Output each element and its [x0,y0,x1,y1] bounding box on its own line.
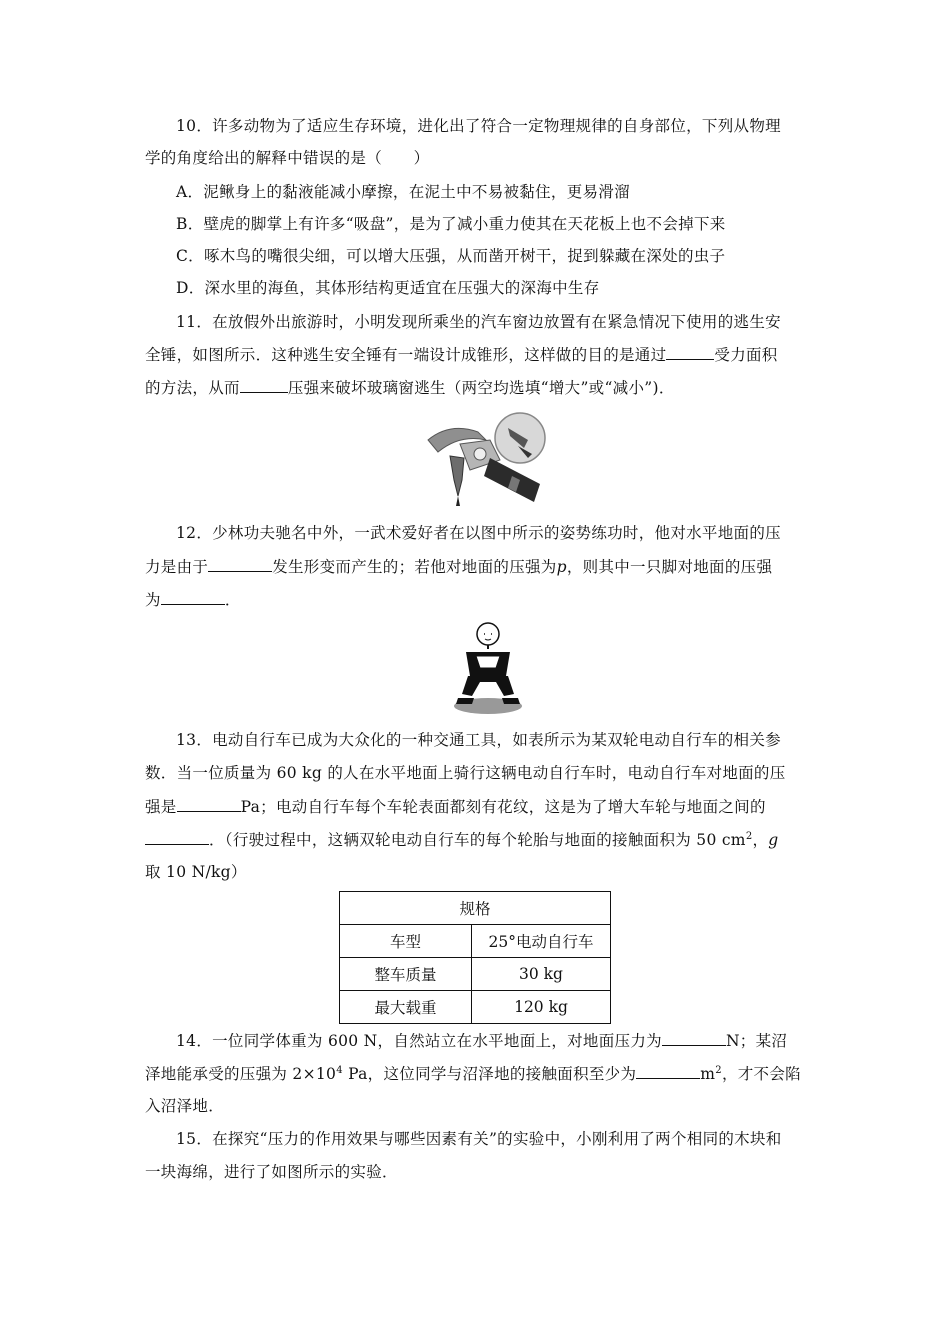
answer-blank [240,376,288,393]
table-cell: 整车质量 [340,958,472,991]
q14-line2 [145,1062,801,1085]
q12-line3-text-end: ． [224,591,241,609]
q11-line2-text: 全锤，如图所示．这种逃生安全锤有一端设计成锥形，这样做的目的是通过 [145,346,667,364]
table-row [340,892,611,925]
q14-line2-text: 泽地能承受的压强为 2×10 [145,1065,337,1083]
q10-option-a: A．泥鳅身上的黏液能减小摩擦，在泥土中不易被黏住，更易滑溜 [176,183,630,201]
answer-blank [208,555,272,572]
q12-line3 [145,588,241,611]
q11-line3-text: 的方法，从而 [145,379,240,397]
superscript: 2 [745,830,753,842]
table-row [340,991,611,1024]
q14-line2-unit: m [700,1065,716,1083]
q11-line1: 11．在放假外出旅游时，小明发现所乘坐的汽车窗边放置有在紧急情况下使用的逃生安 [176,313,781,331]
answer-blank [145,828,209,845]
spec-table [339,891,611,1024]
q11-line3 [145,376,675,399]
q11-line2-text-end: 受力面积 [714,346,778,364]
q10-line2: 学的角度给出的解释中错误的是（ ） [145,149,430,167]
q12-line2 [145,555,772,578]
q15-line1: 15．在探究“压力的作用效果与哪些因素有关”的实验中，小刚利用了两个相同的木块和 [176,1130,782,1148]
q14-line1 [176,1029,787,1052]
q15-line2: 一块海绵，进行了如图所示的实验． [145,1163,398,1181]
q12-line2-text: 力是由于 [145,558,209,576]
table-cell: 最大载重 [340,991,472,1024]
q12-line2-text-end: ，则其中一只脚对地面的压强 [566,558,773,576]
superscript: 2 [715,1064,722,1076]
q14-line2-text-mid: Pa，这位同学与沼泽地的接触面积至少为 [342,1065,637,1083]
q13-line4-text: ．（行驶过程中，这辆双轮电动自行车的每个轮胎与地面的接触面积为 50 cm [209,831,746,849]
q13-line3-text: 强是 [145,798,177,816]
superscript: 4 [336,1064,343,1076]
answer-blank [177,795,241,812]
q12-line3-text: 为 [145,591,161,609]
answer-blank [636,1062,700,1079]
answer-blank [161,588,225,605]
kungfu-stance-figure [448,618,528,716]
q10-line1: 10．许多动物为了适应生存环境，进化出了符合一定物理规律的自身部位，下列从物理 [176,117,781,135]
table-cell: 车型 [340,925,472,958]
q13-line1: 13．电动自行车已成为大众化的一种交通工具，如表所示为某双轮电动自行车的相关参 [176,731,781,749]
q14-line1-text-end: N；某沼 [725,1032,788,1050]
q12-line2-text-mid: 发生形变而产生的；若他对地面的压强为 [272,558,557,576]
table-cell: 120 kg [472,991,611,1024]
q12-line1: 12．少林功夫驰名中外，一武术爱好者在以图中所示的姿势练功时，他对水平地面的压 [176,524,781,542]
q11-line2 [145,343,778,366]
q10-option-b: B．壁虎的脚掌上有许多“吸盘”，是为了减小重力使其在天花板上也不会掉下来 [176,215,726,233]
table-row [340,958,611,991]
q13-line4-comma: ， [752,831,769,849]
q10-option-c: C．啄木鸟的嘴很尖细，可以增大压强，从而凿开树干，捉到躲藏在深处的虫子 [176,247,726,265]
pressure-variable: p [556,558,567,576]
table-cell: 30 kg [472,958,611,991]
q14-line3: 入沼泽地． [145,1097,225,1115]
table-row [340,925,611,958]
answer-blank [662,1029,726,1046]
table-cell: 25°电动自行车 [472,925,611,958]
gravity-variable: g [768,831,779,849]
safety-hammer-figure [420,410,550,512]
answer-blank [666,343,714,360]
q13-line2: 数．当一位质量为 60 kg 的人在水平地面上骑行这辆电动自行车时，电动自行车对地面的压 [145,764,786,782]
q13-line3-text-end: Pa；电动自行车每个车轮表面都刻有花纹，这是为了增大车轮与地面之间的 [240,798,766,816]
q10-option-d: D．深水里的海鱼，其体形结构更适宜在压强大的深海中生存 [176,279,600,297]
q13-line3 [145,795,766,818]
table-title: 规格 [340,892,611,925]
q13-line5: 取 10 N/kg） [145,863,247,881]
q11-line3-text-end: 压强来破坏玻璃窗逃生（两空均选填“增大”或“减小”)． [287,379,675,397]
q13-line4 [145,828,779,851]
q14-line1-text: 14．一位同学体重为 600 N，自然站立在水平地面上，对地面压力为 [176,1032,662,1050]
q14-line2-text-end: ，才不会陷 [721,1065,801,1083]
